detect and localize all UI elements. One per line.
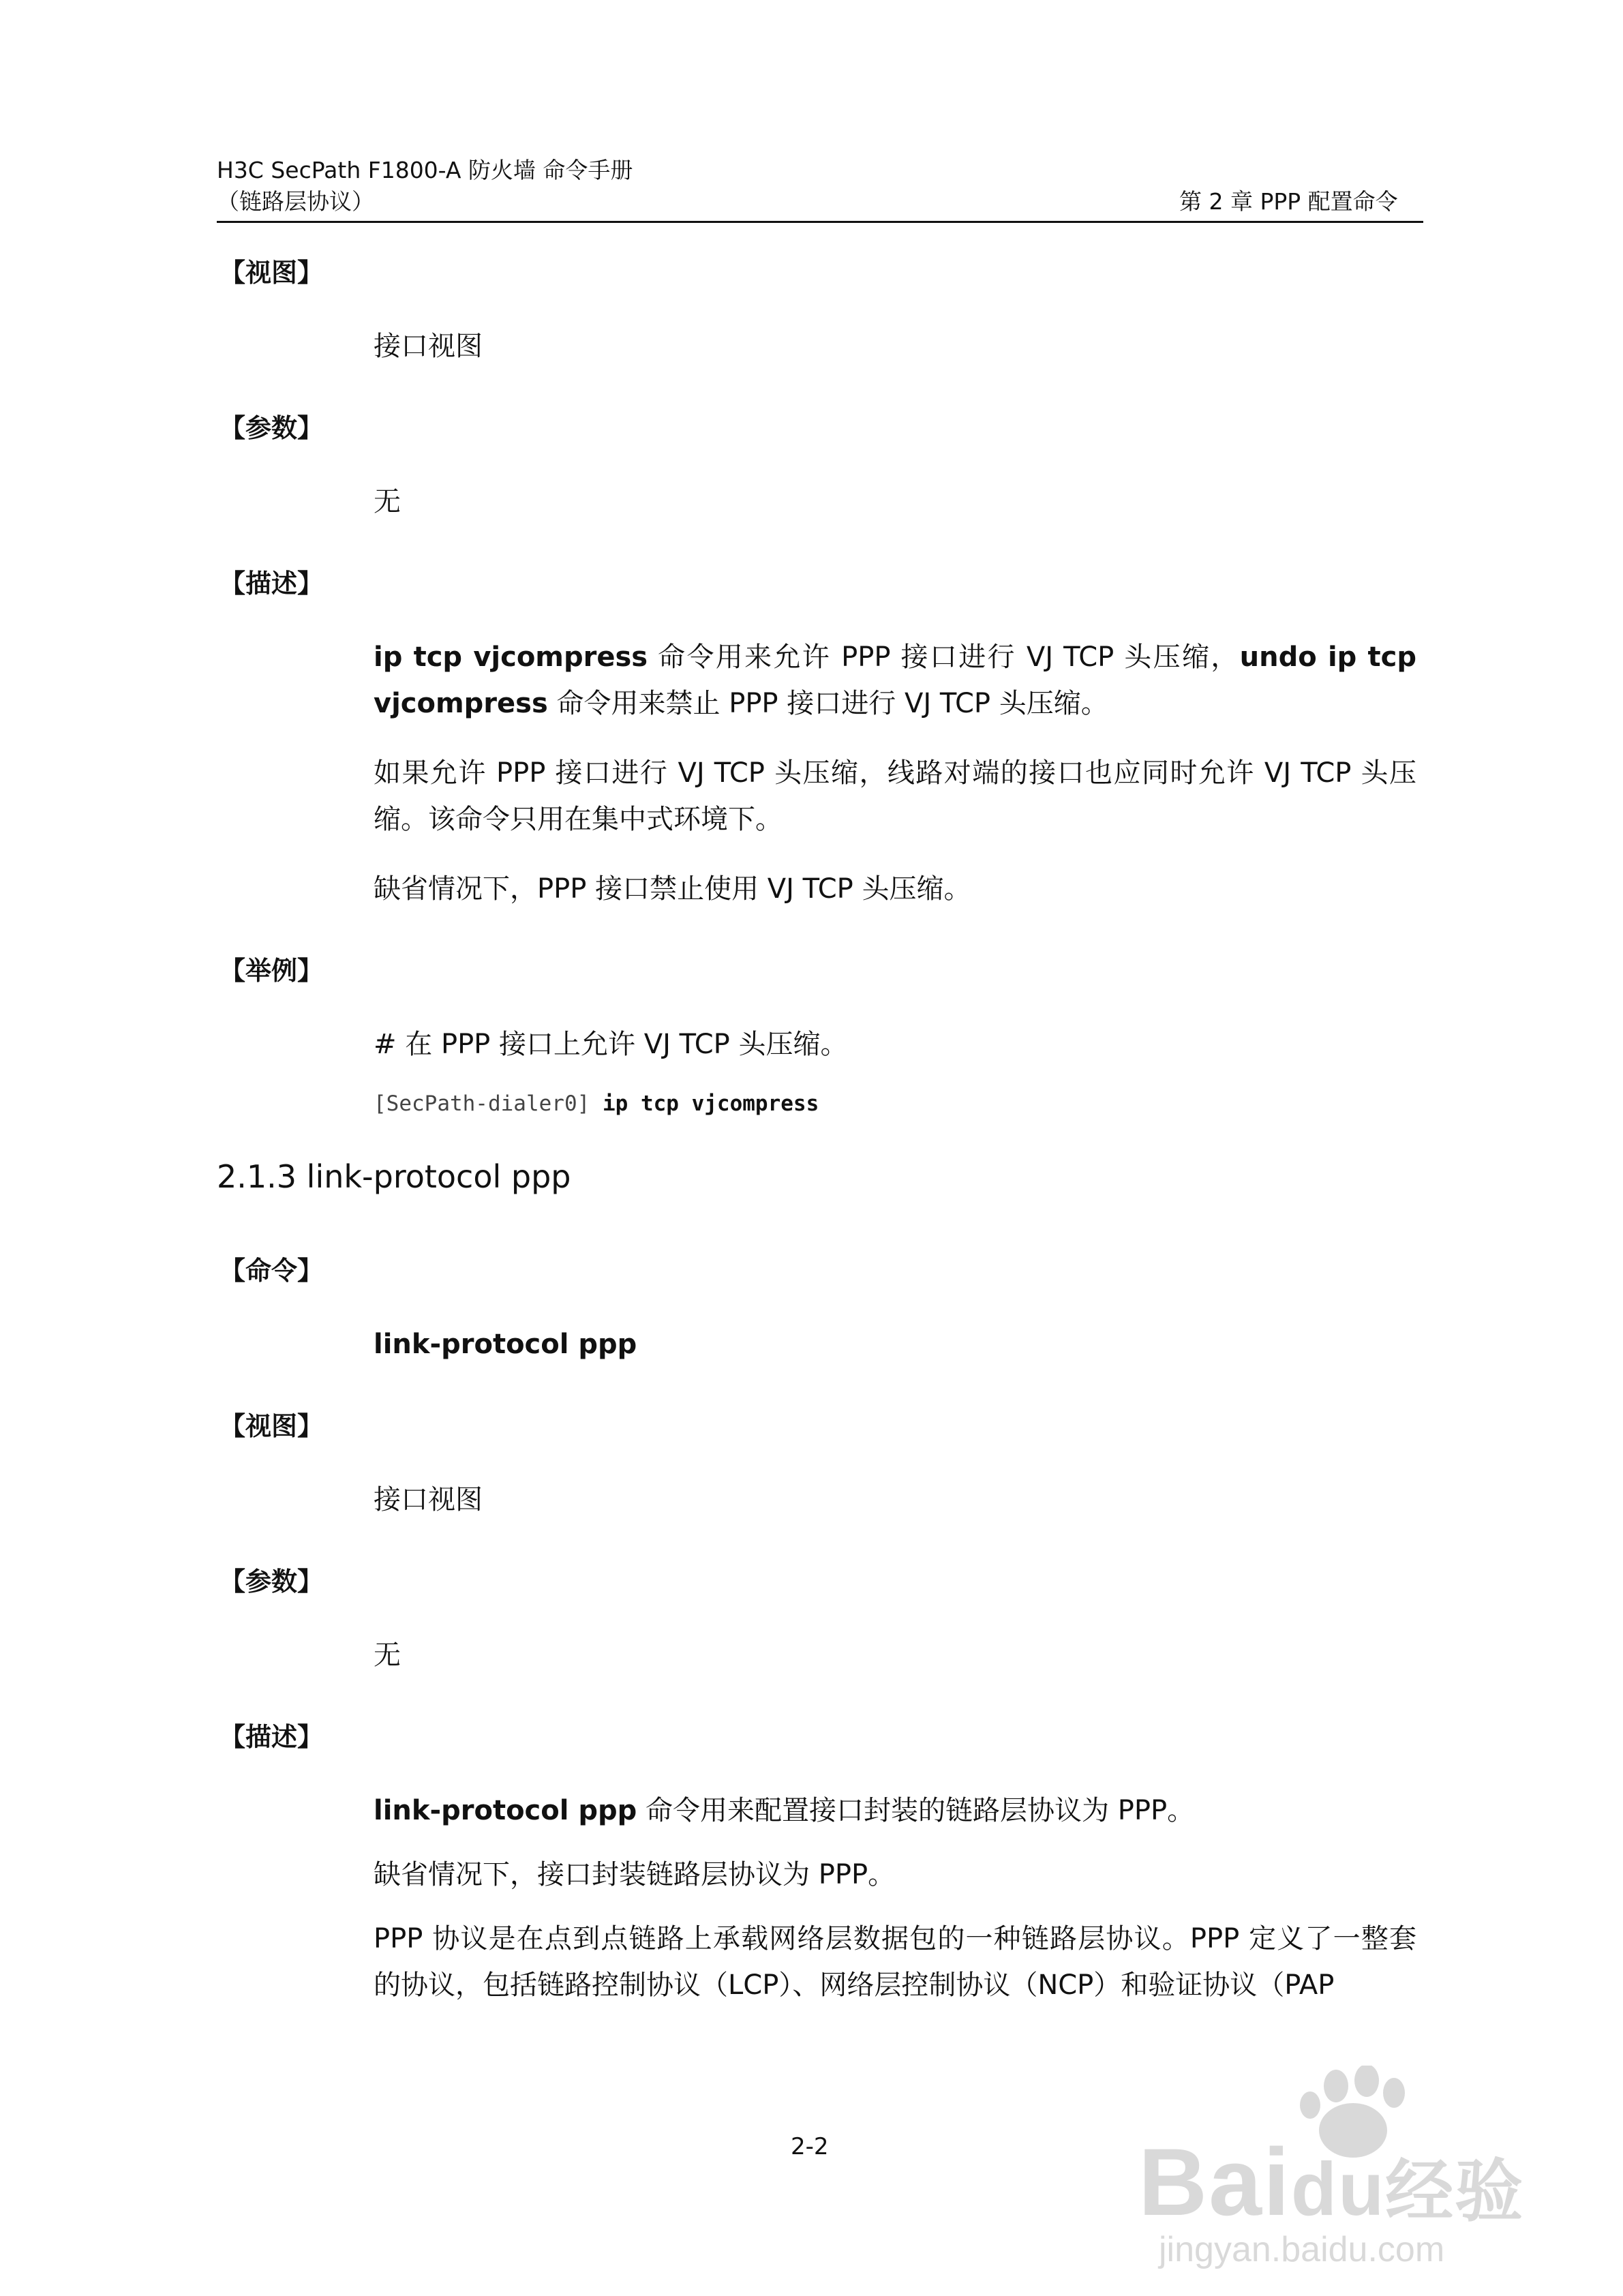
desc-paragraph-3: 缺省情况下，PPP 接口禁止使用 VJ TCP 头压缩。 (374, 873, 971, 905)
baidu-jingyan-watermark (1132, 2066, 1568, 2270)
desc-text: 命令用来禁止 PPP 接口进行 VJ TCP 头压缩。 (547, 688, 1108, 719)
param-value: 无 (374, 486, 401, 517)
watermark-url: jingyan.baidu.com (1159, 2230, 1445, 2269)
param-value: 无 (374, 1640, 401, 1671)
param-label: 【参数】 (219, 413, 324, 443)
command-label: 【命令】 (219, 1256, 324, 1286)
watermark-brand-3: 经验 (1385, 2154, 1525, 2230)
doc-title: H3C SecPath F1800-A 防火墙 命令手册 (217, 157, 633, 183)
cmd-undo-ip-tcp-vjcompress: undo ip tcp vjcompress (374, 641, 1417, 719)
view-value: 接口视图 (374, 1484, 483, 1515)
param-label: 【参数】 (219, 1567, 324, 1597)
doc-subtitle: （链路层协议） (217, 188, 374, 215)
desc-text: 命令用来配置接口封装的链路层协议为 PPP。 (637, 1795, 1195, 1826)
code-command: ip tcp vjcompress (602, 1091, 819, 1116)
view-label: 【视图】 (219, 1411, 324, 1441)
section-heading: 2.1.3 link-protocol ppp (217, 1158, 571, 1195)
watermark-brand-2: du (1290, 2147, 1386, 2231)
cmd-link-protocol-ppp: link-protocol ppp (374, 1795, 637, 1826)
desc-paragraph-2: 缺省情况下，接口封装链路层协议为 PPP。 (374, 1859, 896, 1890)
code-example (374, 1087, 819, 1121)
example-label: 【举例】 (219, 956, 324, 986)
desc-label: 【描述】 (219, 1722, 324, 1752)
command-value: link-protocol ppp (374, 1329, 637, 1360)
desc-text: 命令用来允许 PPP 接口进行 VJ TCP 头压缩， (648, 641, 1240, 673)
desc-label: 【描述】 (219, 569, 324, 599)
code-prompt: [SecPath-dialer0] (374, 1091, 603, 1116)
view-label: 【视图】 (219, 258, 324, 288)
page-number: 2-2 (791, 2133, 829, 2160)
example-text: # 在 PPP 接口上允许 VJ TCP 头压缩。 (374, 1029, 848, 1060)
header-rule (217, 221, 1423, 223)
desc-paragraph-3: PPP 协议是在点到点链路上承载网络层数据包的一种链路层协议。PPP 定义了一整套的协议，包括链路控制协议（LCP）、网络层控制协议（NCP）和验证协议（PAP (374, 1923, 1416, 2001)
desc-paragraph-2: 如果允许 PPP 接口进行 VJ TCP 头压缩，线路对端的接口也应同时允许 VJ TCP 头压缩。该命令只用在集中式环境下。 (374, 757, 1416, 835)
chapter-title: 第 2 章 PPP 配置命令 (1179, 188, 1398, 215)
view-value: 接口视图 (374, 331, 483, 362)
cmd-ip-tcp-vjcompress: ip tcp vjcompress (374, 641, 648, 673)
watermark-brand: Bai (1138, 2128, 1291, 2235)
desc-paragraph-1 (374, 634, 1416, 727)
desc-paragraph-1 (374, 1787, 1416, 1834)
